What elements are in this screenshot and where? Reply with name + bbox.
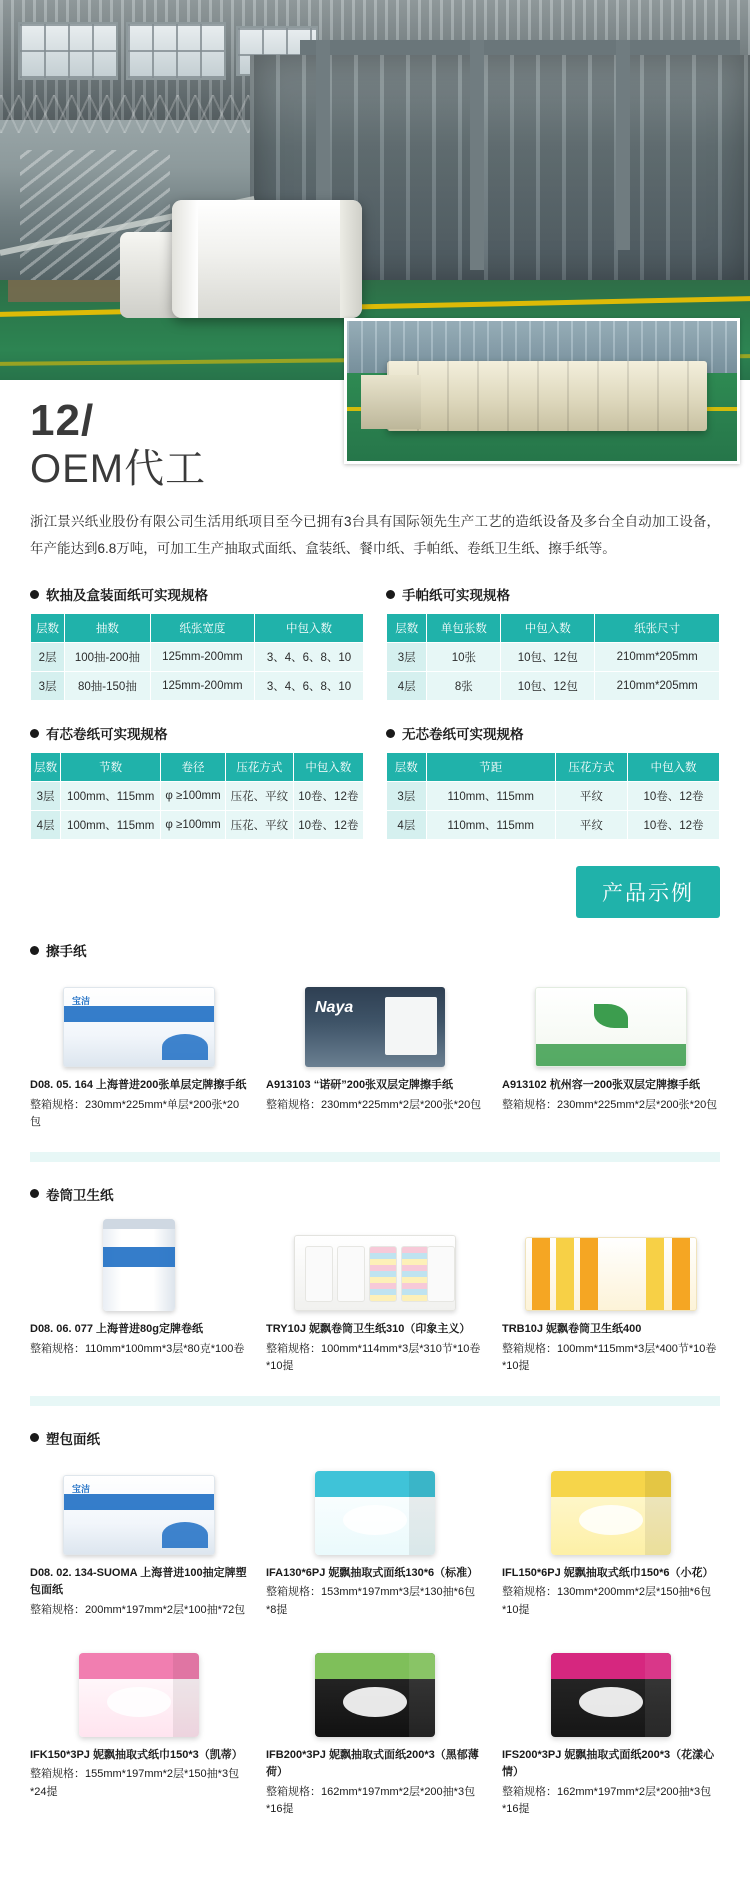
- pack-stripe: [532, 1238, 550, 1310]
- table-header-cell: 中包入数: [255, 614, 364, 643]
- pack-label-oval: [579, 1505, 643, 1535]
- product-image: [266, 1642, 484, 1737]
- table-row: [31, 782, 364, 811]
- support-column: [616, 40, 630, 250]
- converting-line-inset-photo: [344, 318, 740, 464]
- spec-block-soft-tissue: [30, 584, 364, 701]
- inset-machine-module: [361, 375, 421, 429]
- table-cell: 100mm、115mm: [61, 811, 161, 840]
- table-cell: 10张: [427, 643, 501, 672]
- spec-tables-row-1: [30, 584, 720, 701]
- bullet-dot-icon: [30, 729, 39, 738]
- table-cell: 4层: [387, 811, 427, 840]
- product-image: [266, 1216, 484, 1311]
- table-header-cell: 中包入数: [293, 753, 363, 782]
- product-name: A913103 “诺研”200张双层定牌擦手纸: [266, 1079, 454, 1092]
- product-card[interactable]: [266, 972, 484, 1132]
- product-spec: 整箱规格：153mm*197mm*3层*130抽*6包*8提: [266, 1586, 476, 1616]
- spec-table-soft-tissue: [30, 613, 364, 701]
- pack-band: [64, 1006, 214, 1022]
- pack-stripe: [672, 1238, 690, 1310]
- intro-paragraph: 浙江景兴纸业股份有限公司生活用纸项目至今已拥有3台具有国际领先生产工艺的造纸设备及多台全自动加工设备，年产能达到6.8万吨，可加工生产抽取式面纸、盒装纸、餐巾纸、手帕纸、卷纸卫生纸、擦手纸等。: [30, 514, 720, 557]
- group-heading: [30, 1184, 720, 1204]
- bullet-dot-icon: [30, 1189, 39, 1198]
- product-spec: 整箱规格：230mm*225mm*2层*200张*20包: [266, 1098, 482, 1111]
- pallet: [8, 280, 128, 302]
- pack-stripe: [580, 1238, 598, 1310]
- product-spec: 整箱规格：230mm*225mm*单层*200张*20包: [30, 1098, 240, 1129]
- page-bottom-spacer: [0, 1819, 750, 1855]
- pack-shot-roll-3: [525, 1237, 697, 1311]
- product-name: TRB10J 妮飘卷筒卫生纸400: [502, 1322, 642, 1335]
- group-heading-label: 擦手纸: [46, 944, 87, 960]
- table-cell: 8张: [427, 672, 501, 701]
- product-spec: 整箱规格：162mm*197mm*2层*200抽*3包*16提: [502, 1785, 712, 1816]
- roll-unit: [369, 1246, 397, 1302]
- spec-heading: [30, 584, 364, 604]
- product-name: D08. 05. 164 上海普进200张单层定牌擦手纸: [30, 1079, 247, 1092]
- product-examples-label: 产品示例: [576, 866, 720, 918]
- product-image: [266, 972, 484, 1067]
- inset-converting-machine: [387, 361, 707, 431]
- product-name: A913102 杭州容一200张双层定牌擦手纸: [502, 1079, 701, 1092]
- pack-shot-hand-towel-3: [535, 987, 687, 1067]
- product-name: IFK150*3PJ 妮飘抽取式纸巾150*3（凯蒂）: [30, 1748, 243, 1761]
- product-spec: 整箱规格：110mm*100mm*3层*80克*100卷: [30, 1342, 245, 1355]
- group-heading: [30, 1428, 720, 1448]
- page-title: OEM代工: [30, 447, 207, 492]
- product-card[interactable]: [502, 1460, 720, 1620]
- spec-tables-row-2: [30, 723, 720, 840]
- table-header-row: [31, 753, 364, 782]
- table-cell: 10卷、12卷: [293, 811, 363, 840]
- table-cell: 100mm、115mm: [61, 782, 161, 811]
- table-header-cell: 层数: [387, 614, 427, 643]
- product-image: [30, 972, 248, 1067]
- table-cell: 110mm、115mm: [426, 782, 555, 811]
- product-card[interactable]: [502, 972, 720, 1132]
- table-header-cell: 节数: [61, 753, 161, 782]
- table-cell: 3、4、6、8、10: [255, 643, 364, 672]
- roll-unit: [427, 1246, 455, 1302]
- product-image: [30, 1642, 248, 1737]
- spec-table-cored-roll: [30, 752, 364, 840]
- product-card[interactable]: [266, 1642, 484, 1819]
- spec-block-cored-roll: [30, 723, 364, 840]
- product-row: [30, 972, 720, 1132]
- table-cell: 3层: [387, 782, 427, 811]
- table-cell: 10卷、12卷: [293, 782, 363, 811]
- table-cell: 10卷、12卷: [627, 782, 719, 811]
- pack-stripe: [646, 1238, 664, 1310]
- spec-heading: [386, 723, 720, 743]
- pack-side-panel: [409, 1653, 435, 1737]
- pack-shot-hand-towel-2: [305, 987, 445, 1067]
- table-row: [387, 643, 720, 672]
- factory-window: [18, 22, 118, 80]
- product-group-soft-pack-tissue: [30, 1428, 720, 1819]
- table-header-row: [387, 614, 720, 643]
- product-card[interactable]: [502, 1216, 720, 1376]
- roll-unit: [305, 1246, 333, 1302]
- table-header-cell: 纸张尺寸: [595, 614, 720, 643]
- product-row: [30, 1460, 720, 1620]
- table-cell: 80抽-150抽: [65, 672, 151, 701]
- table-cell: 4层: [31, 811, 61, 840]
- spec-table-handkerchief: [386, 613, 720, 701]
- roll-unit: [337, 1246, 365, 1302]
- pack-shot-hand-towel-1: [63, 987, 215, 1067]
- table-cell: 125mm-200mm: [150, 643, 254, 672]
- table-cell: φ ≥100mm: [160, 811, 225, 840]
- table-header-cell: 抽数: [65, 614, 151, 643]
- table-header-row: [387, 753, 720, 782]
- table-row: [31, 643, 364, 672]
- product-image: [502, 1216, 720, 1311]
- table-cell: 3、4、6、8、10: [255, 672, 364, 701]
- table-cell: 3层: [31, 672, 65, 701]
- bullet-dot-icon: [30, 946, 39, 955]
- pack-shot-roll-1: [103, 1219, 175, 1311]
- table-cell: 10包、12包: [501, 643, 595, 672]
- pack-shot-tissue-4: [79, 1653, 199, 1737]
- pack-stripe: [556, 1238, 574, 1310]
- table-header-cell: 中包入数: [501, 614, 595, 643]
- pack-shot-tissue-1: [63, 1475, 215, 1555]
- product-card[interactable]: [30, 1642, 248, 1819]
- bullet-dot-icon: [386, 729, 395, 738]
- table-header-cell: 压花方式: [226, 753, 294, 782]
- pack-shot-roll-2: [294, 1235, 456, 1311]
- table-header-cell: 层数: [31, 753, 61, 782]
- table-cell: 2层: [31, 643, 65, 672]
- product-card[interactable]: [30, 972, 248, 1132]
- product-image: [502, 1460, 720, 1555]
- product-spec: 整箱规格：200mm*197mm*2层*100抽*72包: [30, 1603, 246, 1616]
- product-card[interactable]: [30, 1460, 248, 1620]
- leaf-icon: [594, 1004, 628, 1028]
- product-examples-banner: [0, 866, 720, 918]
- table-cell: 平纹: [555, 811, 627, 840]
- product-name: IFL150*6PJ 妮飘抽取式纸巾150*6（小花）: [502, 1566, 714, 1579]
- product-name: IFB200*3PJ 妮飘抽取式面纸200*3（黑郁薄荷）: [266, 1748, 479, 1779]
- pack-label-oval: [343, 1505, 407, 1535]
- product-name: IFA130*6PJ 妮飘抽取式面纸130*6（标准）: [266, 1566, 479, 1579]
- bullet-dot-icon: [30, 1433, 39, 1442]
- brand-mark: 宝洁: [72, 996, 91, 1007]
- table-header-cell: 单包张数: [427, 614, 501, 643]
- table-cell: 100抽-200抽: [65, 643, 151, 672]
- product-image: [502, 972, 720, 1067]
- table-cell: 110mm、115mm: [426, 811, 555, 840]
- spec-block-coreless-roll: [386, 723, 720, 840]
- paper-reel-large: [172, 200, 362, 318]
- pack-band: [536, 1044, 686, 1066]
- product-spec: 整箱规格：100mm*114mm*3层*310节*10卷*10提: [266, 1342, 481, 1373]
- table-row: [31, 811, 364, 840]
- product-row: [30, 1642, 720, 1819]
- pack-label-oval: [107, 1687, 171, 1717]
- table-header-cell: 层数: [31, 614, 65, 643]
- bullet-dot-icon: [386, 590, 395, 599]
- pack-shot-tissue-5: [315, 1653, 435, 1737]
- pack-shot-tissue-2: [315, 1471, 435, 1555]
- product-name: IFS200*3PJ 妮飘抽取式面纸200*3（花漾心情）: [502, 1748, 715, 1779]
- pack-wave-graphic: [162, 1034, 208, 1060]
- product-name: D08. 06. 077 上海普进80g定牌卷纸: [30, 1322, 204, 1335]
- product-name: D08. 02. 134-SUOMA 上海普进100抽定牌塑包面纸: [30, 1566, 247, 1597]
- table-cell: 平纹: [555, 782, 627, 811]
- support-column: [470, 40, 484, 270]
- pack-wave-graphic: [162, 1522, 208, 1548]
- factory-window: [126, 22, 226, 80]
- brand-mark: Naya: [315, 999, 354, 1017]
- section-number: 12/: [30, 396, 95, 445]
- table-row: [387, 672, 720, 701]
- roll-band: [103, 1247, 175, 1267]
- pack-sheet-graphic: [385, 997, 437, 1055]
- product-group-hand-towel: [30, 940, 720, 1132]
- pack-side-panel: [645, 1471, 671, 1555]
- product-card[interactable]: [30, 1216, 248, 1376]
- table-row: [387, 782, 720, 811]
- product-spec: 整箱规格：100mm*115mm*3层*400节*10卷*10提: [502, 1342, 717, 1373]
- table-cell: 压花、平纹: [226, 782, 294, 811]
- table-cell: φ ≥100mm: [160, 782, 225, 811]
- table-cell: 10包、12包: [501, 672, 595, 701]
- product-image: [30, 1460, 248, 1555]
- table-header-cell: 层数: [387, 753, 427, 782]
- spec-heading: [386, 584, 720, 604]
- product-card[interactable]: [502, 1642, 720, 1819]
- spec-heading: [30, 723, 364, 743]
- table-header-cell: 节距: [426, 753, 555, 782]
- table-row: [31, 672, 364, 701]
- spec-table-coreless-roll: [386, 752, 720, 840]
- spec-heading-label: 无芯卷纸可实现规格: [402, 727, 524, 743]
- pack-band: [64, 1494, 214, 1510]
- product-card[interactable]: [266, 1216, 484, 1376]
- table-cell: 125mm-200mm: [150, 672, 254, 701]
- group-heading-label: 塑包面纸: [46, 1431, 100, 1447]
- section-divider: [30, 1396, 720, 1406]
- table-header-cell: 卷径: [160, 753, 225, 782]
- section-divider: [30, 1152, 720, 1162]
- spec-heading-label: 有芯卷纸可实现规格: [46, 727, 168, 743]
- table-cell: 4层: [387, 672, 427, 701]
- product-image: [30, 1216, 248, 1311]
- product-card[interactable]: [266, 1460, 484, 1620]
- product-row: [30, 1216, 720, 1376]
- product-image: [266, 1460, 484, 1555]
- group-heading: [30, 940, 720, 960]
- table-row: [387, 811, 720, 840]
- table-cell: 3层: [387, 643, 427, 672]
- product-group-toilet-roll: [30, 1184, 720, 1376]
- table-header-row: [31, 614, 364, 643]
- group-heading-label: 卷筒卫生纸: [46, 1187, 114, 1203]
- pack-label-oval: [579, 1687, 643, 1717]
- pack-side-panel: [409, 1471, 435, 1555]
- roll-top: [103, 1219, 175, 1229]
- pack-side-panel: [173, 1653, 199, 1737]
- pack-label-oval: [343, 1687, 407, 1717]
- product-spec: 整箱规格：230mm*225mm*2层*200张*20包: [502, 1098, 718, 1111]
- product-spec: 整箱规格：155mm*197mm*2层*150抽*3包*24提: [30, 1768, 240, 1798]
- product-image: [502, 1642, 720, 1737]
- pack-shot-tissue-3: [551, 1471, 671, 1555]
- bullet-dot-icon: [30, 590, 39, 599]
- product-name: TRY10J 妮飘卷筒卫生纸310（印象主义）: [266, 1322, 471, 1335]
- gantry-beam: [300, 40, 740, 56]
- table-header-cell: 压花方式: [555, 753, 627, 782]
- table-cell: 10卷、12卷: [627, 811, 719, 840]
- pack-shot-tissue-6: [551, 1653, 671, 1737]
- spec-block-handkerchief: [386, 584, 720, 701]
- table-cell: 压花、平纹: [226, 811, 294, 840]
- table-cell: 210mm*205mm: [595, 672, 720, 701]
- table-cell: 3层: [31, 782, 61, 811]
- table-header-cell: 纸张宽度: [150, 614, 254, 643]
- spec-heading-label: 软抽及盒装面纸可实现规格: [46, 588, 208, 604]
- pack-side-panel: [645, 1653, 671, 1737]
- brand-mark: 宝洁: [72, 1483, 91, 1494]
- product-spec: 整箱规格：130mm*200mm*2层*150抽*6包*10提: [502, 1586, 712, 1616]
- spec-heading-label: 手帕纸可实现规格: [402, 588, 510, 604]
- table-cell: 210mm*205mm: [595, 643, 720, 672]
- roll-unit: [401, 1246, 429, 1302]
- product-spec: 整箱规格：162mm*197mm*2层*200抽*3包*16提: [266, 1785, 476, 1816]
- table-header-cell: 中包入数: [627, 753, 719, 782]
